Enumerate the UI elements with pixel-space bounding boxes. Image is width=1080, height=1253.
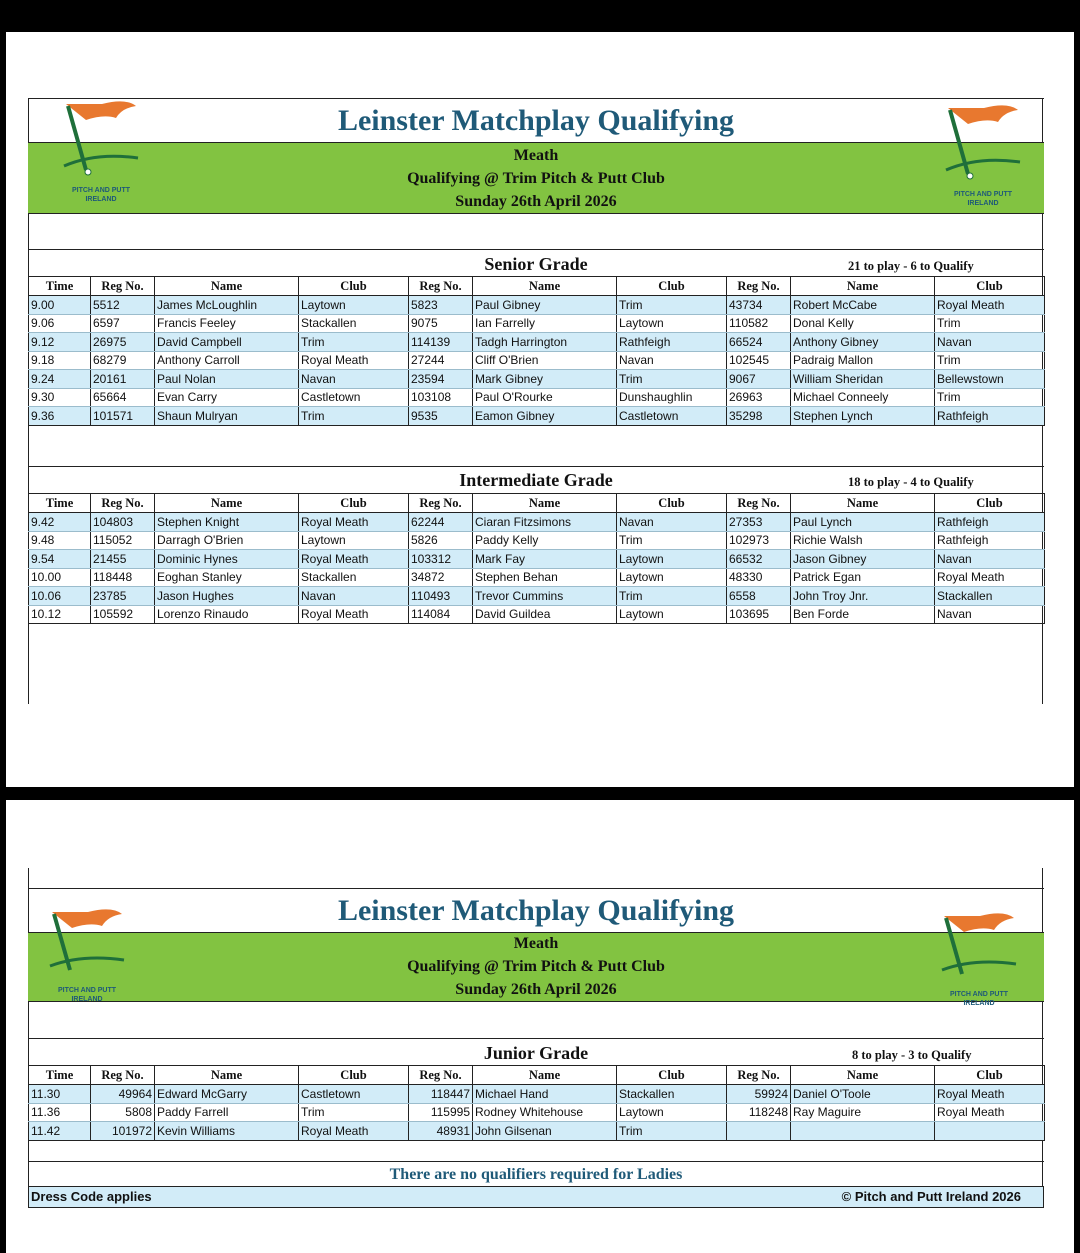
column-header: Name [155,494,299,513]
table-cell: Jason Hughes [155,587,299,606]
column-header: Name [155,277,299,296]
column-header: Reg No. [727,277,791,296]
table-row [29,605,1045,624]
table-cell: Anthony Gibney [791,333,935,352]
table-cell: Trim [617,587,727,606]
table-cell: 9067 [727,370,791,389]
column-header: Reg No. [91,277,155,296]
table-cell: 114139 [409,333,473,352]
pitch-and-putt-logo-right [938,104,1028,214]
table-row [29,370,1045,389]
table-cell: 27353 [727,513,791,532]
junior-grade-title: Junior Grade [483,1043,589,1063]
table-cell: Paddy Kelly [473,531,617,550]
column-header: Time [29,277,91,296]
table-cell: David Guildea [473,605,617,624]
table-cell: Navan [299,587,409,606]
table-cell: Stackallen [299,568,409,587]
column-header: Club [299,494,409,513]
table-cell: Daniel O'Toole [791,1085,935,1104]
table-cell: 10.00 [29,568,91,587]
column-header: Club [935,277,1045,296]
table-row [29,1085,1045,1104]
dress-code-note: Dress Code applies [31,1189,152,1204]
table-cell: Lorenzo Rinaudo [155,605,299,624]
table-row [29,531,1045,550]
table-cell: John Gilsenan [473,1122,617,1141]
intermediate-qualify-note: 18 to play - 4 to Qualify [848,475,974,489]
table-cell: Laytown [617,605,727,624]
table-cell: Laytown [617,550,727,569]
table-cell: Paddy Farrell [155,1103,299,1122]
table-row [29,333,1045,352]
column-header: Name [155,1066,299,1085]
table-cell: 101571 [91,407,155,426]
page-title: Leinster Matchplay Qualifying [337,894,735,927]
sheet-page-2 [6,800,1074,1253]
table-cell: 23785 [91,587,155,606]
table-header-row [29,494,1045,513]
table-cell: 9.48 [29,531,91,550]
column-header: Name [473,494,617,513]
table-cell: 6597 [91,314,155,333]
flag-icon [938,104,1028,184]
table-cell: 103312 [409,550,473,569]
junior-qualify-note: 8 to play - 3 to Qualify [852,1048,972,1062]
table-row [29,550,1045,569]
table-cell: Navan [935,333,1045,352]
table-row [29,587,1045,606]
table-cell: Stackallen [935,587,1045,606]
table-cell: Richie Walsh [791,531,935,550]
table-cell: Trim [617,1122,727,1141]
logo-text-line2: IRELAND [963,1000,995,1007]
column-header: Club [935,494,1045,513]
table-cell: William Sheridan [791,370,935,389]
date-label: Sunday 26th April 2026 [455,981,617,998]
table-cell: Dominic Hynes [155,550,299,569]
table-cell: Navan [617,351,727,370]
table-cell: Michael Conneely [791,388,935,407]
table-cell: Stephen Behan [473,568,617,587]
table-cell: Eoghan Stanley [155,568,299,587]
table-cell: Laytown [617,568,727,587]
table-cell: 5808 [91,1103,155,1122]
table-cell: Mark Gibney [473,370,617,389]
table-row [29,296,1045,315]
flag-icon [934,912,1024,984]
table-row [29,1122,1045,1141]
column-header: Reg No. [91,494,155,513]
footer-bar [28,1186,1044,1208]
table-cell: Rathfeigh [935,531,1045,550]
table-cell: 66524 [727,333,791,352]
table-cell: 9.06 [29,314,91,333]
table-cell: 43734 [727,296,791,315]
table-cell: 9.12 [29,333,91,352]
table-cell: Rathfeigh [935,407,1045,426]
county-label: Meath [513,147,559,164]
table-cell: 115995 [409,1103,473,1122]
table-cell: Trim [935,351,1045,370]
table-cell: 9535 [409,407,473,426]
intermediate-draw-table [28,493,1045,624]
table-cell: 118448 [91,568,155,587]
column-header: Name [473,277,617,296]
table-cell: 68279 [91,351,155,370]
column-header: Club [935,1066,1045,1085]
table-cell: 103108 [409,388,473,407]
column-header: Reg No. [91,1066,155,1085]
table-cell: Trim [935,388,1045,407]
column-header: Name [473,1066,617,1085]
table-cell: Royal Meath [299,513,409,532]
table-cell: 9.36 [29,407,91,426]
table-cell: Navan [299,370,409,389]
table-cell: 5823 [409,296,473,315]
pitch-and-putt-logo-left [42,908,132,1018]
table-cell: Royal Meath [935,1103,1045,1122]
table-cell: John Troy Jnr. [791,587,935,606]
table-cell: 35298 [727,407,791,426]
table-cell: 110493 [409,587,473,606]
column-header: Time [29,494,91,513]
table-cell: 48330 [727,568,791,587]
table-cell: Navan [617,513,727,532]
table-cell: 9.00 [29,296,91,315]
table-cell: 102545 [727,351,791,370]
table-cell: Francis Feeley [155,314,299,333]
table-row [29,568,1045,587]
table-cell: Royal Meath [299,550,409,569]
column-header: Reg No. [727,494,791,513]
logo-text-line1: PITCH AND PUTT [57,987,117,994]
table-cell: David Campbell [155,333,299,352]
table-cell: 21455 [91,550,155,569]
table-cell: Laytown [299,296,409,315]
table-cell: 59924 [727,1085,791,1104]
table-cell: Castletown [617,407,727,426]
flag-icon [56,100,146,180]
table-cell: Trevor Cummins [473,587,617,606]
column-header: Club [299,277,409,296]
table-row [29,388,1045,407]
table-row [29,1103,1045,1122]
table-cell: Trim [299,333,409,352]
column-header: Reg No. [409,277,473,296]
sheet-frame [28,98,1044,704]
table-cell: Trim [617,370,727,389]
table-cell: James McLoughlin [155,296,299,315]
table-row [29,407,1045,426]
table-cell: Michael Hand [473,1085,617,1104]
senior-draw-table [28,276,1045,426]
table-cell: Robert McCabe [791,296,935,315]
county-label: Meath [513,935,559,952]
column-header: Name [791,277,935,296]
date-label: Sunday 26th April 2026 [455,193,617,210]
table-row [29,513,1045,532]
table-cell: Paul Nolan [155,370,299,389]
table-cell: Shaun Mulryan [155,407,299,426]
table-cell: Anthony Carroll [155,351,299,370]
ladies-note: There are no qualifiers required for Ladies [389,1166,683,1183]
table-cell: 66532 [727,550,791,569]
table-cell: 9075 [409,314,473,333]
table-cell [791,1122,935,1141]
table-cell: Trim [617,296,727,315]
table-cell: Navan [935,550,1045,569]
table-cell: 23594 [409,370,473,389]
table-cell: Royal Meath [935,296,1045,315]
column-header: Name [791,1066,935,1085]
table-cell: Royal Meath [935,568,1045,587]
venue-label: Qualifying @ Trim Pitch & Putt Club [407,170,665,187]
logo-text-line2: IRELAND [71,996,103,1003]
column-header: Name [791,494,935,513]
table-cell: Royal Meath [299,351,409,370]
table-cell: Paul Lynch [791,513,935,532]
sheet-frame [28,868,1044,1208]
pitch-and-putt-logo-right [934,912,1024,1022]
sheet-page-1 [6,32,1074,787]
column-header: Reg No. [727,1066,791,1085]
table-cell: 102973 [727,531,791,550]
table-cell: 105592 [91,605,155,624]
table-cell: 118447 [409,1085,473,1104]
table-cell: 10.12 [29,605,91,624]
table-cell: Ray Maguire [791,1103,935,1122]
logo-text-line1: PITCH AND PUTT [949,991,1009,998]
table-cell: Kevin Williams [155,1122,299,1141]
table-cell: Royal Meath [299,605,409,624]
table-cell: Navan [935,605,1045,624]
table-cell: 11.42 [29,1122,91,1141]
table-cell: 48931 [409,1122,473,1141]
page-title: Leinster Matchplay Qualifying [337,104,735,137]
column-header: Club [617,1066,727,1085]
table-cell: Trim [299,1103,409,1122]
table-cell: 11.36 [29,1103,91,1122]
table-cell: Stephen Knight [155,513,299,532]
table-cell: 11.30 [29,1085,91,1104]
table-cell: Rathfeigh [617,333,727,352]
table-cell: Padraig Mallon [791,351,935,370]
table-cell: Jason Gibney [791,550,935,569]
copyright-note: © Pitch and Putt Ireland 2026 [841,1189,1021,1204]
table-cell: 10.06 [29,587,91,606]
column-header: Club [617,494,727,513]
table-cell: 9.42 [29,513,91,532]
table-cell: Stephen Lynch [791,407,935,426]
table-cell: 27244 [409,351,473,370]
column-header: Reg No. [409,494,473,513]
table-cell: Paul O'Rourke [473,388,617,407]
table-cell: Laytown [299,531,409,550]
header-band [28,142,1044,214]
table-cell: Castletown [299,388,409,407]
table-cell: Trim [935,314,1045,333]
table-cell: Rathfeigh [935,513,1045,532]
table-cell: Royal Meath [299,1122,409,1141]
table-cell: 118248 [727,1103,791,1122]
junior-draw-table [28,1065,1045,1141]
logo-text-line1: PITCH AND PUTT [953,191,1013,198]
table-cell: 26963 [727,388,791,407]
table-cell: Castletown [299,1085,409,1104]
table-cell: Evan Carry [155,388,299,407]
table-cell: 101972 [91,1122,155,1141]
table-cell: Patrick Egan [791,568,935,587]
table-row [29,351,1045,370]
table-cell: 6558 [727,587,791,606]
header-band [28,932,1044,1002]
logo-text-line2: IRELAND [967,200,999,207]
table-cell: Stackallen [299,314,409,333]
table-cell: Laytown [617,1103,727,1122]
table-cell: Royal Meath [935,1085,1045,1104]
logo-text-line1: PITCH AND PUTT [71,187,131,194]
intermediate-grade-title: Intermediate Grade [459,470,613,490]
table-cell: Cliff O'Brien [473,351,617,370]
table-cell: Mark Fay [473,550,617,569]
table-row [29,314,1045,333]
table-cell: 65664 [91,388,155,407]
logo-text-line2: IRELAND [85,196,117,203]
senior-qualify-note: 21 to play - 6 to Qualify [848,259,974,273]
table-cell: Edward McGarry [155,1085,299,1104]
table-header-row [29,1066,1045,1085]
table-cell: 9.30 [29,388,91,407]
table-cell: Stackallen [617,1085,727,1104]
venue-label: Qualifying @ Trim Pitch & Putt Club [407,958,665,975]
senior-grade-title: Senior Grade [484,254,588,274]
table-cell: 9.54 [29,550,91,569]
column-header: Club [617,277,727,296]
table-cell: Paul Gibney [473,296,617,315]
table-cell: 114084 [409,605,473,624]
table-cell: 5512 [91,296,155,315]
table-cell: Rodney Whitehouse [473,1103,617,1122]
table-cell: Trim [299,407,409,426]
column-header: Time [29,1066,91,1085]
table-cell: Donal Kelly [791,314,935,333]
table-cell: Darragh O'Brien [155,531,299,550]
table-cell: Tadgh Harrington [473,333,617,352]
column-header: Club [299,1066,409,1085]
table-cell: Ian Farrelly [473,314,617,333]
table-cell: 5826 [409,531,473,550]
table-cell: 104803 [91,513,155,532]
table-cell: Trim [617,531,727,550]
table-cell: 62244 [409,513,473,532]
table-cell: 9.18 [29,351,91,370]
table-cell: Bellewstown [935,370,1045,389]
table-cell: 20161 [91,370,155,389]
table-cell [727,1122,791,1141]
flag-icon [42,908,132,980]
table-cell: Laytown [617,314,727,333]
table-cell: Dunshaughlin [617,388,727,407]
table-cell: 26975 [91,333,155,352]
table-cell: Ciaran Fitzsimons [473,513,617,532]
column-header: Reg No. [409,1066,473,1085]
table-cell: 34872 [409,568,473,587]
table-cell: Eamon Gibney [473,407,617,426]
table-cell: Ben Forde [791,605,935,624]
table-cell: 9.24 [29,370,91,389]
table-cell: 110582 [727,314,791,333]
pitch-and-putt-logo-left [56,100,146,210]
table-header-row [29,277,1045,296]
table-cell: 103695 [727,605,791,624]
table-cell: 49964 [91,1085,155,1104]
table-cell [935,1122,1045,1141]
table-cell: 115052 [91,531,155,550]
